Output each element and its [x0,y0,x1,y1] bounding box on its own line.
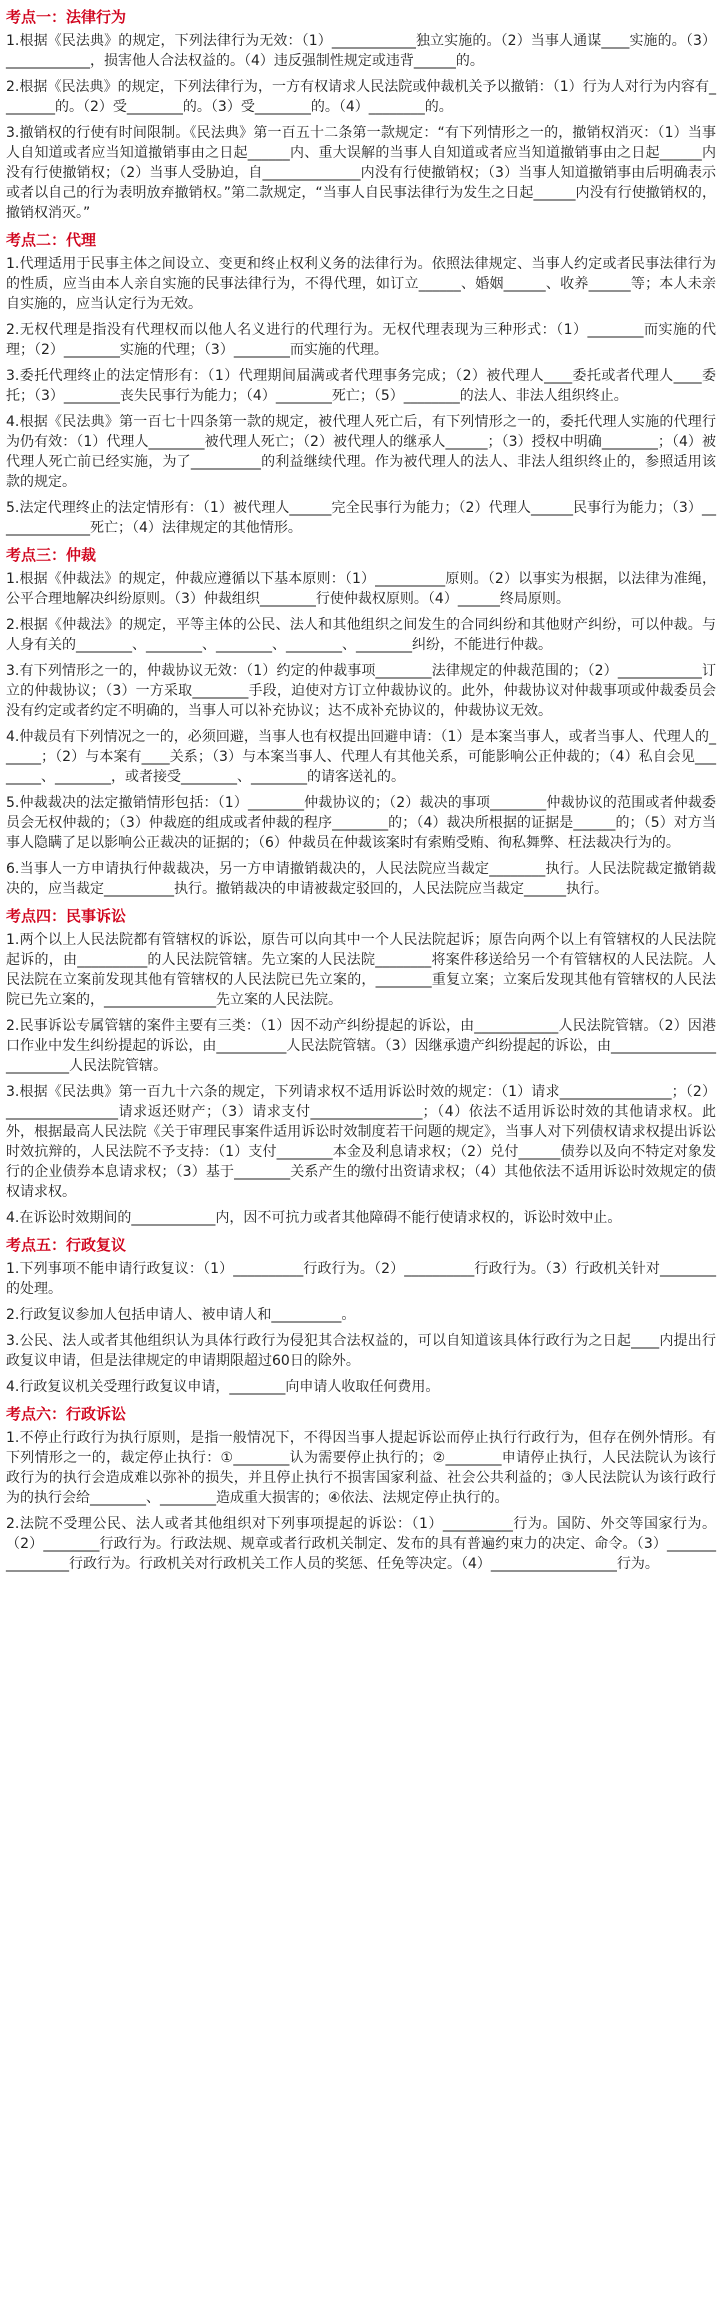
section-heading: 考点二：代理 [6,231,97,249]
question-item: 1.根据《民法典》的规定，下列法律行为无效：（1）____________独立实施的。（2）当事人通谋____实施的。（3）____________，损害他人合法权益的。（4）违反强制性规定或违背______的。 [6,33,716,69]
question-item: 2.无权代理是指没有代理权而以他人名义进行的代理行为。无权代理表现为三种形式：（1）________而实施的代理；（2）________实施的代理；（3）________而实施的代理。 [6,322,716,358]
section-heading: 考点五：行政复议 [6,1236,127,1254]
section-heading: 考点三：仲裁 [6,546,97,564]
question-item: 2.根据《仲裁法》的规定，平等主体的公民、法人和其他组织之间发生的合同纠纷和其他财产纠纷，可以仲裁。与人身有关的________、________、________、________、________纠纷，不能进行仲裁。 [6,617,716,653]
question-item: 6.当事人一方申请执行仲裁裁决，另一方申请撤销裁决的，人民法院应当裁定________执行。人民法院裁定撤销裁决的，应当裁定__________执行。撤销裁决的申请被裁定驳回的，人民法院应当裁定______执行。 [6,861,716,897]
question-item: 3.撤销权的行使有时间限制。《民法典》第一百五十二条第一款规定：“有下列情形之一的，撤销权消灭：（1）当事人自知道或者应当知道撤销事由之日起______内、重大误解的当事人自知道或者应当知道撤销事由之日起______内没有行使撤销权；（2）当事人受胁迫，自______________内没有行使撤销权；（3）当事人知道撤销事由后明确表示或者以自己的行为表明放弃撤销权。”第二款规定，“当事人自民事法律行为发生之日起______内没有行使撤销权的，撤销权消灭。” [6,125,716,221]
question-item: 2.根据《民法典》的规定，下列法律行为，一方有权请求人民法院或仲裁机关予以撤销：（1）行为人对行为内容有________的。（2）受________的。（3）受________的。（4）________的。 [6,79,716,115]
question-item: 5.仲裁裁决的法定撤销情形包括：（1）________仲裁协议的；（2）裁决的事项________仲裁协议的范围或者仲裁委员会无权仲裁的；（3）仲裁庭的组成或者仲裁的程序________的；（4）裁决所根据的证据是______的；（5）对方当事人隐瞒了足以影响公正裁决的证据的；（6）仲裁员在仲裁该案时有索贿受贿、徇私舞弊、枉法裁决行为的。 [6,795,716,851]
section-heading: 考点四：民事诉讼 [6,907,127,925]
question-item: 1.不停止行政行为执行原则，是指一般情况下，不得因当事人提起诉讼而停止执行行政行为，但存在例外情形。有下列情形之一的，裁定停止执行：①________认为需要停止执行的；②________申请停止执行，人民法院认为该行政行为的执行会造成难以弥补的损失，并且停止执行不损害国家利益、社会公共利益的；③人民法院认为该行政行为的执行会给________、________造成重大损害的；④依法、法规定停止执行的。 [6,1430,716,1506]
question-item: 2.法院不受理公民、法人或者其他组织对下列事项提起的诉讼：（1）__________行为。国防、外交等国家行为。（2）________行政行为。行政法规、规章或者行政机关制定、发布的具有普遍约束力的决定、命令。（3）________________行政行为。行政机关对行政机关工作人员的奖惩、任免等决定。（4）__________________行为。 [6,1516,716,1572]
question-item: 2.行政复议参加人包括申请人、被申请人和__________。 [6,1307,356,1323]
question-item: 5.法定代理终止的法定情形有：（1）被代理人______完全民事行为能力；（2）代理人______民事行为能力；（3）______________死亡；（4）法律规定的其他情形。 [6,500,716,536]
question-item: 3.根据《民法典》第一百九十六条的规定，下列请求权不适用诉讼时效的规定：（1）请求________________；（2）________________请求返还财产；（3）请求支付________________；（4）依法不适用诉讼时效的其他请求权。此外，根据最高人民法院《关于审理民事案件适用诉讼时效制度若干问题的规定》，当事人对下列债权请求权提出诉讼时效抗辩的，人民法院不予支持：（1）支付________本金及利息请求权；（2）兑付______债券以及向不特定对象发行的企业债券本息请求权；（3）基于________关系产生的缴付出资请求权；（4）其他依法不适用诉讼时效规定的债权请求权。 [6,1084,716,1200]
question-item: 1.下列事项不能申请行政复议：（1）__________行政行为。（2）__________行政行为。（3）行政机关针对________的处理。 [6,1261,716,1297]
question-item: 3.委托代理终止的法定情形有：（1）代理期间届满或者代理事务完成；（2）被代理人____委托或者代理人____委托；（3）________丧失民事行为能力；（4）________死亡；（5）________的法人、非法人组织终止。 [6,368,716,404]
question-item: 3.公民、法人或者其他组织认为具体行政行为侵犯其合法权益的，可以自知道该具体行政行为之日起____内提出行政复议申请，但是法律规定的申请期限超过60日的除外。 [6,1333,716,1369]
section-heading: 考点六：行政诉讼 [6,1405,127,1423]
question-item: 4.行政复议机关受理行政复议申请，________向申请人收取任何费用。 [6,1379,440,1395]
question-item: 1.代理适用于民事主体之间设立、变更和终止权利义务的法律行为。依照法律规定、当事人约定或者民事法律行为的性质，应当由本人亲自实施的民事法律行为，不得代理，如订立______、婚姻______、收养______等；本人未亲自实施的，应当认定行为无效。 [6,256,716,312]
question-item: 3.有下列情形之一的，仲裁协议无效：（1）约定的仲裁事项________法律规定的仲裁范围的；（2）____________订立的仲裁协议；（3）一方采取________手段，迫使对方订立仲裁协议的。此外，仲裁协议对仲裁事项或仲裁委员会没有约定或者约定不明确的，当事人可以补充协议；达不成补充协议的，仲裁协议无效。 [6,663,716,719]
question-item: 4.仲裁员有下列情况之一的，必须回避，当事人也有权提出回避申请：（1）是本案当事人，或者当事人、代理人的______；（2）与本案有____关系；（3）与本案当事人、代理人有其他关系，可能影响公正仲裁的；（4）私自会见________、________，或者接受________、________的请客送礼的。 [6,729,716,785]
question-item: 1.两个以上人民法院都有管辖权的诉讼，原告可以向其中一个人民法院起诉；原告向两个以上有管辖权的人民法院起诉的，由__________的人民法院管辖。先立案的人民法院________将案件移送给另一个有管辖权的人民法院。人民法院在立案前发现其他有管辖权的人民法院已先立案的，________重复立案；立案后发现其他有管辖权的人民法院已先立案的，________________先立案的人民法院。 [6,932,716,1008]
question-item: 2.民事诉讼专属管辖的案件主要有三类：（1）因不动产纠纷提起的诉讼，由____________人民法院管辖。（2）因港口作业中发生纠纷提起的诉讼，由__________人民法院管辖。（3）因继承遗产纠纷提起的诉讼，由________________________人民法院管辖。 [6,1018,716,1074]
question-item: 1.根据《仲裁法》的规定，仲裁应遵循以下基本原则：（1）__________原则。（2）以事实为根据，以法律为准绳，公平合理地解决纠纷原则。（3）仲裁组织________行使仲裁权原则。（4）______终局原则。 [6,571,716,607]
question-item: 4.根据《民法典》第一百七十四条第一款的规定，被代理人死亡后，有下列情形之一的，委托代理人实施的代理行为仍有效：（1）代理人________被代理人死亡；（2）被代理人的继承人______；（3）授权中明确________；（4）被代理人死亡前已经实施，为了__________的利益继续代理。作为被代理人的法人、非法人组织终止的，参照适用该款的规定。 [6,414,716,490]
section-heading: 考点一：法律行为 [6,8,127,26]
question-item: 4.在诉讼时效期间的____________内，因不可抗力或者其他障碍不能行使请求权的，诉讼时效中止。 [6,1210,622,1226]
